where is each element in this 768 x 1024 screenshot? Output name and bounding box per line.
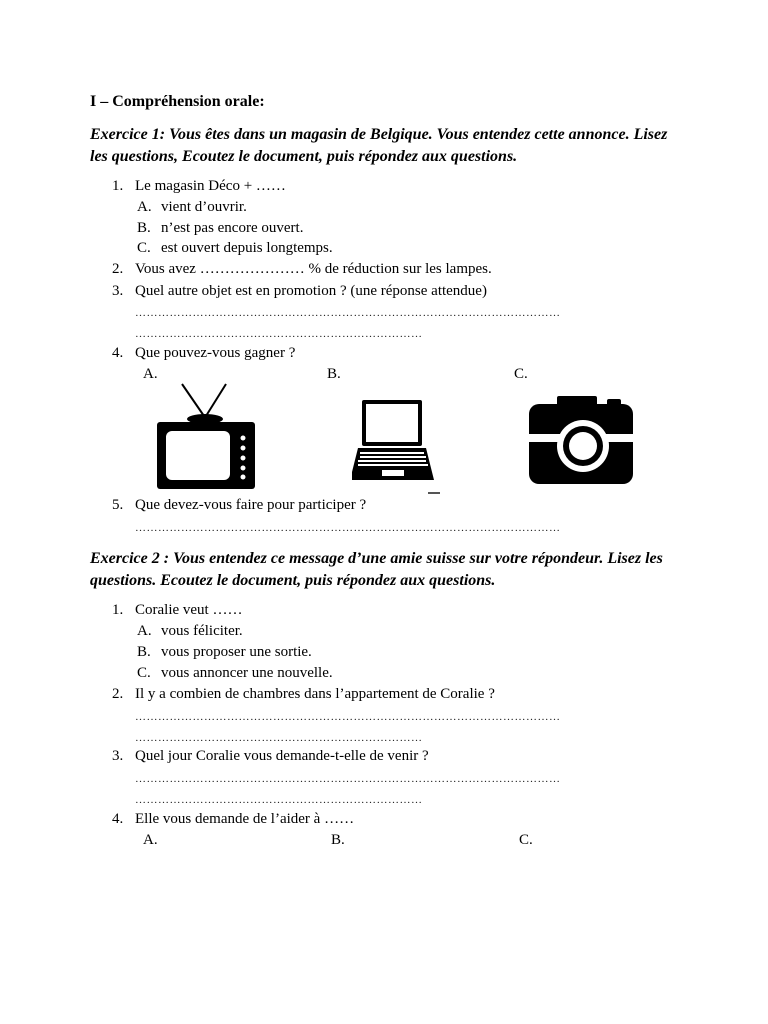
ex2-q2-text: Il y a combien de chambres dans l’appartement de Coralie ? [135,686,495,702]
exercise-2-title-line1: Exercice 2 : Vous entendez ce message d’une amie suisse sur votre répondeur. Lisez les [90,550,663,567]
ex1-q1-option-b: n’est pas encore ouvert. [161,220,304,236]
ex1-q2-text: Vous avez ………………… % de réduction sur les lampes. [135,261,492,277]
ex1-q1-option-c-letter: C. [137,240,151,256]
ex2-q1-option-b: vous proposer une sortie. [161,644,312,660]
ex2-q1-option-a: vous féliciter. [161,623,243,639]
ex2-q1-text: Coralie veut …… [135,602,243,618]
ex2-q3-answer-line-1[interactable]: ………………………………………………………………………………………………… [135,773,561,785]
ex1-q1-option-a-letter: A. [137,199,152,215]
ex1-q5-number: 5. [112,497,124,513]
ex1-q4-choice-a: A. [143,366,158,382]
ex1-q1-option-a: vient d’ouvrir. [161,199,247,215]
tv-icon [154,382,258,492]
ex2-q3-answer-line-2[interactable]: ………………………………………………………………… [135,794,423,806]
ex2-q2-answer-line-2[interactable]: ………………………………………………………………… [135,732,423,744]
ex1-q1-option-c: est ouvert depuis longtemps. [161,240,333,256]
exercise-1-title-line1: Exercice 1: Vous êtes dans un magasin de Belgique. Vous entendez cette annonce. Lisez [90,126,668,143]
ex1-q1-text: Le magasin Déco + …… [135,178,286,194]
exercise-1-title-line2: les questions, Ecoutez le document, puis répondez aux questions. [90,148,518,165]
ex1-q5-text: Que devez-vous faire pour participer ? [135,497,367,513]
ex2-q2-number: 2. [112,686,124,702]
ex1-q4-text: Que pouvez-vous gagner ? [135,345,296,361]
ex2-q1-option-b-letter: B. [137,644,151,660]
ex1-q3-text: Quel autre objet est en promotion ? (une réponse attendue) [135,283,487,299]
ex1-q3-answer-line-1[interactable]: ………………………………………………………………………………………………… [135,307,561,319]
exercise-1-title [90,124,690,168]
ex1-q4-choice-b: B. [327,366,341,382]
ex1-q2-number: 2. [112,261,124,277]
ex2-q1-number: 1. [112,602,124,618]
ex1-q5-answer-line-1[interactable]: ………………………………………………………………………………………………… [135,522,561,534]
ex2-q3-text: Quel jour Coralie vous demande-t-elle de venir ? [135,748,429,764]
ex1-q3-answer-line-2[interactable]: ………………………………………………………………… [135,328,423,340]
ex2-q3-number: 3. [112,748,124,764]
exercise-2-title-line2: questions. Ecoutez le document, puis répondez aux questions. [90,572,496,589]
ex2-q4-text: Elle vous demande de l’aider à …… [135,811,355,827]
ex1-q1-number: 1. [112,178,124,194]
section-title: I – Compréhension orale: [90,93,265,110]
laptop-icon [352,398,440,498]
ex1-q4-number: 4. [112,345,124,361]
camera-icon [527,394,635,486]
exercise-2-title [90,548,700,592]
ex2-q4-choice-c: C. [519,832,533,848]
ex2-q1-option-c: vous annoncer une nouvelle. [161,665,333,681]
ex2-q1-option-a-letter: A. [137,623,152,639]
ex2-q1-option-c-letter: C. [137,665,151,681]
ex2-q2-answer-line-1[interactable]: ………………………………………………………………………………………………… [135,711,561,723]
ex1-q4-choice-c: C. [514,366,528,382]
ex1-q1-option-b-letter: B. [137,220,151,236]
ex1-q3-number: 3. [112,283,124,299]
ex2-q4-choice-b: B. [331,832,345,848]
ex2-q4-choice-a: A. [143,832,158,848]
ex2-q4-number: 4. [112,811,124,827]
